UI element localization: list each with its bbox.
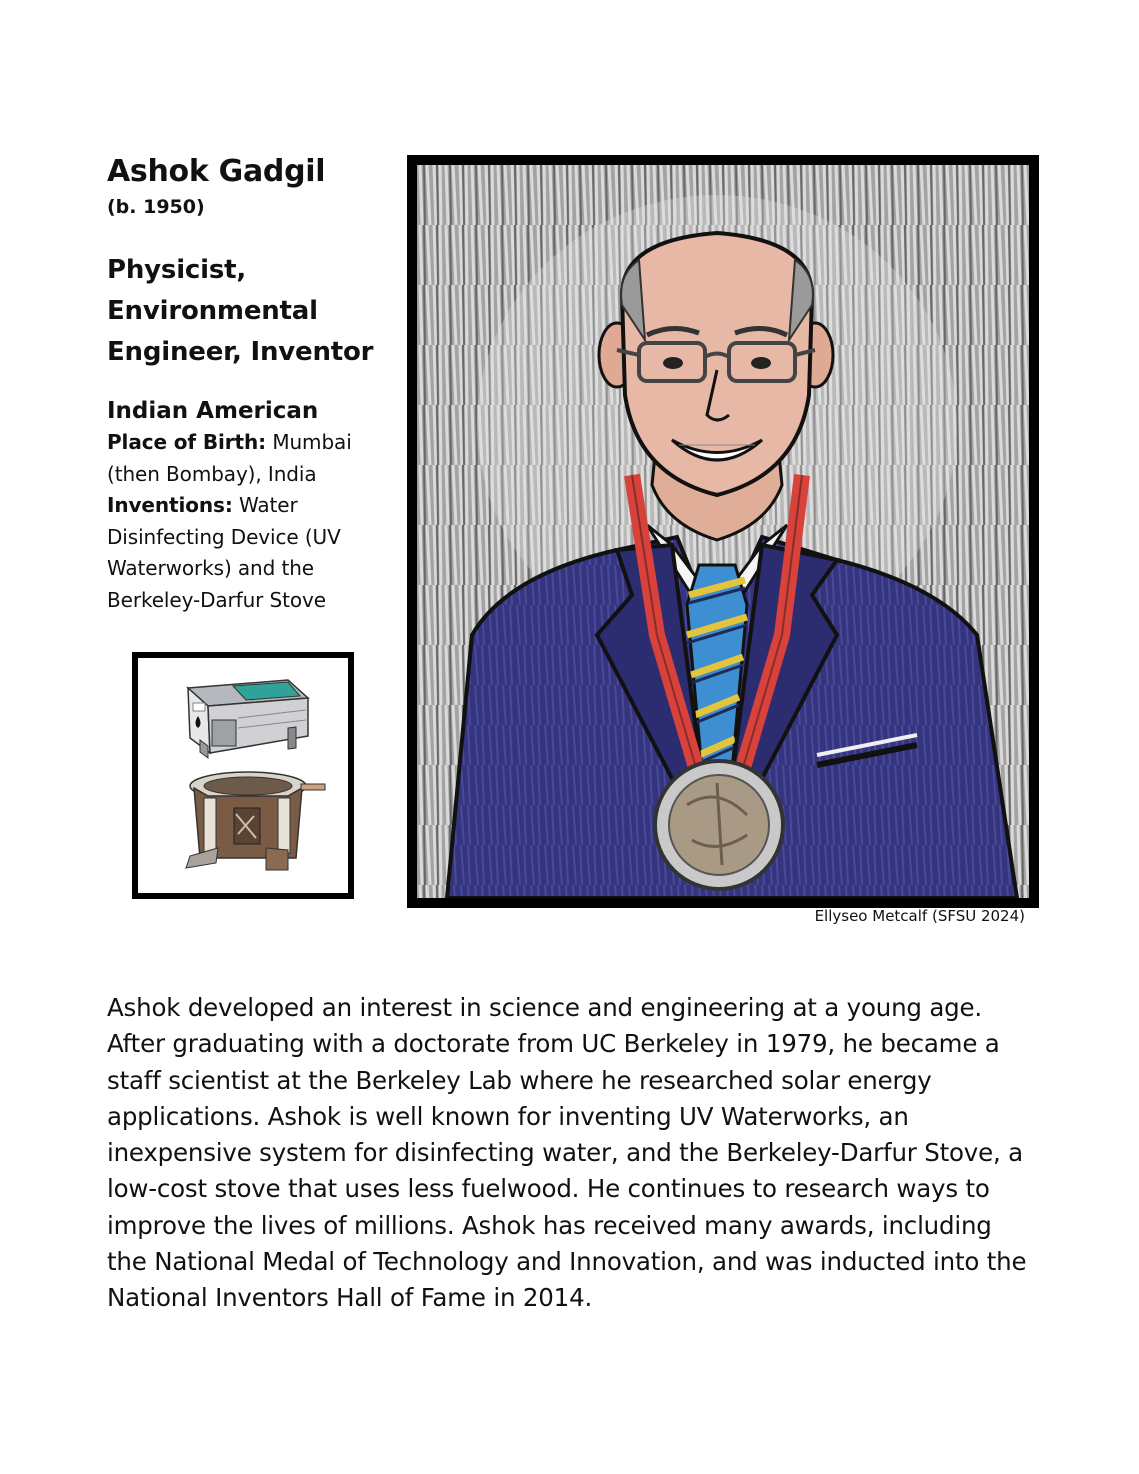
inventions xyxy=(107,490,377,616)
inventions-value: Water Disinfecting Device (UV Waterworks) and the Berkeley-Darfur Stove xyxy=(107,493,341,612)
uv-waterworks-icon xyxy=(188,680,308,758)
medal xyxy=(655,761,783,889)
person-name: Ashok Gadgil xyxy=(107,154,326,189)
birthplace xyxy=(107,427,377,490)
darfur-stove-icon xyxy=(186,772,325,870)
biography: Ashok developed an interest in science and engineering at a young age. After graduating with a doctorate from UC Berkeley in 1979, he became a staff scientist at the Berkeley Lab where he researched solar energy applications. Ashok is well known for inventing UV Waterworks, an inexpensive system for disinfecting water, and the Berkeley-Darfur Stove, a low-cost stove that uses less fuelwood. He continues to research ways to improve the lives of millions. Ashok has received many awards, including the National Medal of Technology and Innovation, and was inducted into the National Inventors Hall of Fame in 2014. xyxy=(107,993,1027,1313)
inventions-label: Inventions: xyxy=(107,493,233,517)
profile-sidebar xyxy=(107,152,377,616)
inventions-illustration xyxy=(132,652,354,899)
birthplace-label: Place of Birth: xyxy=(107,430,267,454)
portrait-credit: Ellyseo Metcalf (SFSU 2024) xyxy=(814,907,1025,925)
birth-dates: (b. 1950) xyxy=(107,196,205,218)
portrait-illustration xyxy=(407,155,1039,908)
birthplace-value: Mumbai (then Bombay), India xyxy=(107,430,352,486)
heritage: Indian American xyxy=(107,398,319,424)
person-role: Physicist, Environmental Engineer, Inventor xyxy=(107,255,374,367)
